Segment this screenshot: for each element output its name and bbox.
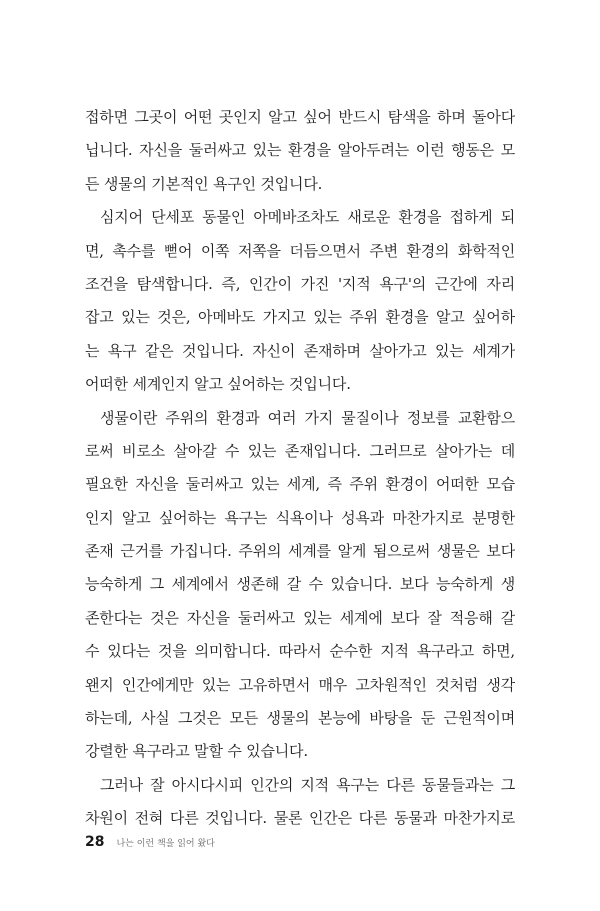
- text-line: 닙니다. 자신을 둘러싸고 있는 환경을 알아두려는 이런 행동은 모: [85, 141, 515, 160]
- text-line: 잡고 있는 것은, 아메바도 가지고 있는 주위 환경을 알고 싶어하: [85, 308, 515, 327]
- text-line: 강렬한 욕구라고 말할 수 있습니다.: [85, 742, 308, 761]
- text-line: 존재 근거를 가집니다. 주위의 세계를 알게 됨으로써 생물은 보다: [85, 542, 515, 561]
- page-number: 28: [85, 834, 105, 850]
- text-line: 로써 비로소 살아갈 수 있는 존재입니다. 그러므로 살아가는 데: [85, 441, 515, 460]
- text-line: 왠지 인간에게만 있는 고유하면서 매우 고차원적인 것처럼 생각: [85, 675, 515, 694]
- text-line: 그러나 잘 아시다시피 인간의 지적 욕구는 다른 동물들과는 그: [100, 775, 515, 794]
- text-line: 접하면 그곳이 어떤 곳인지 알고 싶어 반드시 탐색을 하며 돌아다: [85, 108, 515, 126]
- text-line: 조건을 탐색합니다. 즉, 인간이 가진 '지적 욕구'의 근간에 자리: [85, 274, 515, 293]
- text-line: 든 생물의 기본적인 욕구인 것입니다.: [85, 174, 323, 193]
- text-line: 존한다는 것은 자신을 둘러싸고 있는 세계에 보다 잘 적응해 갈: [85, 608, 515, 627]
- body-text: [85, 101, 515, 836]
- running-title: 나는 이런 책을 읽어 왔다: [116, 839, 215, 849]
- text-line: 어떠한 세계인지 알고 싶어하는 것입니다.: [85, 375, 351, 394]
- page-footer: [85, 832, 215, 852]
- text-line: 하는데, 사실 그것은 모든 생물의 본능에 바탕을 둔 근원적이며: [85, 709, 515, 728]
- text-line: 필요한 자신을 둘러싸고 있는 세계, 즉 주위 환경이 어떠한 모습: [85, 475, 515, 494]
- text-line: 는 욕구 같은 것입니다. 자신이 존재하며 살아가고 있는 세계가: [85, 341, 515, 360]
- text-line: 심지어 단세포 동물인 아메바조차도 새로운 환경을 접하게 되: [100, 208, 515, 227]
- text-line: 인지 알고 싶어하는 욕구는 식욕이나 성욕과 마찬가지로 분명한: [85, 508, 515, 527]
- text-line: 차원이 전혀 다른 것입니다. 물론 인간은 다른 동물과 마찬가지로: [85, 809, 515, 828]
- text-line: 수 있다는 것을 의미합니다. 따라서 순수한 지적 욕구라고 하면,: [85, 642, 515, 661]
- text-line: 면, 촉수를 뻗어 이쪽 저쪽을 더듬으면서 주변 환경의 화학적인: [85, 241, 515, 260]
- text-line: 능숙하게 그 세계에서 생존해 갈 수 있습니다. 보다 능숙하게 생: [85, 575, 515, 594]
- text-line: 생물이란 주위의 환경과 여러 가지 물질이나 정보를 교환함으: [100, 408, 515, 427]
